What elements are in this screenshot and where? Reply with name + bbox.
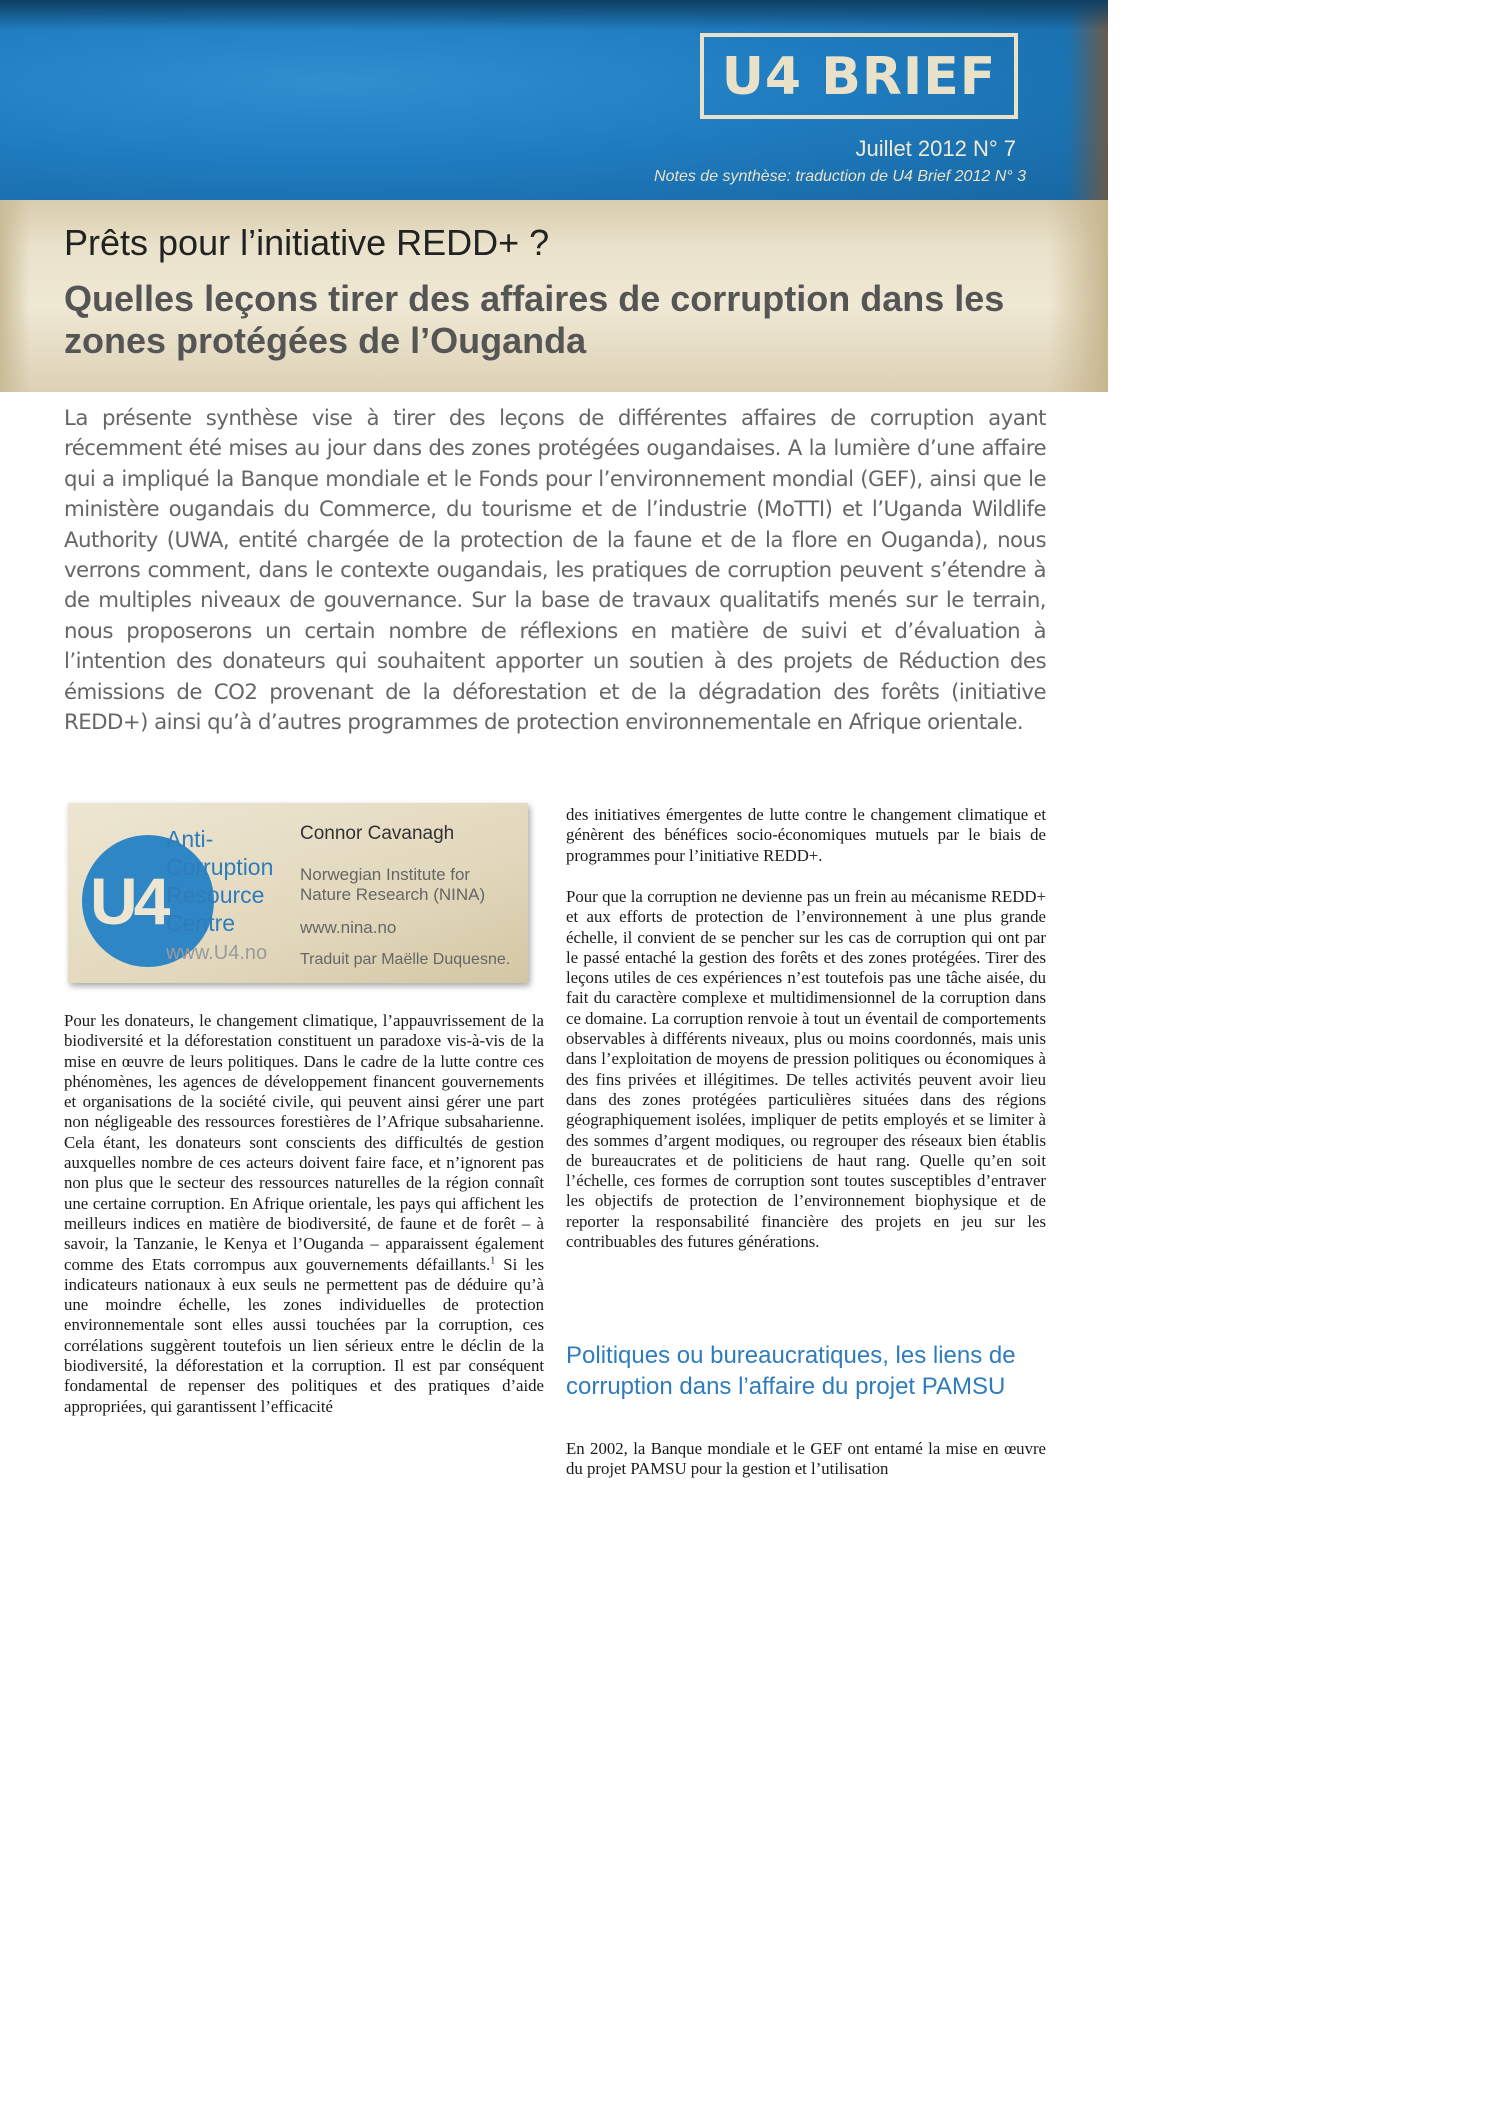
body-paragraph: Pour que la corruption ne devienne pas un frein au mécanisme REDD+ et aux efforts de protection de l’environnement à une plus grande échelle, il convient de se pencher sur les cas de corruption qui ont par le passé entaché la gestion des forêts et des zones protégées. Tirer des leçons utiles de ces expériences n’est toutefois pas une tâche aisée, du fait du caractère complexe et multidimensionnel de la corruption dans ce domaine. La corruption renvoie à tout un éventail de comportements observables à différents niveaux, plus ou moins coordonnés, mais unis dans l’exploitation de moyens de pression politiques ou économiques à des fins privées et illégitimes. De telles activités peuvent avoir lieu dans des zones protégées particulières situées dans des régions géographiquement isolées, impliquer de petits employés et se limiter à des sommes d’argent modiques, ou regrouper des réseaux bien établis de bureaucrates et de politiciens de haut rang. Quelle qu’en soit l’échelle, ces formes de corruption sont toutes susceptibles d’entraver les objectifs de protection de l’environnement biophysique et de reporter la responsabilité financière des projets en jeu sur les contribuables des futures générations. xyxy=(566,887,1046,1252)
centre-line: Resource xyxy=(166,882,265,908)
page-subtitle: Quelles leçons tirer des affaires de corruption dans les zones protégées de l’Ouganda xyxy=(64,278,1005,361)
author-card xyxy=(68,803,528,983)
header-band xyxy=(0,0,1108,205)
translator-credit: Traduit par Maëlle Duquesne. xyxy=(300,951,511,968)
author-name: Connor Cavanagh xyxy=(300,823,455,844)
body-left-column xyxy=(64,1011,544,1417)
body-text: Pour les donateurs, le changement climatique, l’appauvrissement de la biodiversité et la déforestation constituent un paradoxe vis-à-vis de la mise en œuvre de leurs politiques. Dans le cadre de la lutte contre ces phénomènes, les agences de développement financent gouvernements et organisations de la société civile, qui peuvent ainsi gérer une part non négligeable des ressources forestières de l’Afrique subsaharienne. Cela étant, les donateurs sont conscients des difficultés de gestion auxquelles nombre de ces acteurs doivent faire face, et n’ignorent pas non plus que le secteur des ressources naturelles de la région connaît une certaine corruption. En Afrique orientale, les pays qui affichent les meilleurs indices en matière de biodiversité, de faune et de forêt – à savoir, la Tanzanie, le Kenya et l’Ouganda – apparaissent également comme des Etats corrompus aux gouvernements défaillants. xyxy=(64,1011,544,1274)
centre-url[interactable]: www.U4.no xyxy=(166,942,268,964)
body-paragraph: En 2002, la Banque mondiale et le GEF ont entamé la mise en œuvre du projet PAMSU pour la gestion et l’utilisation xyxy=(566,1439,1046,1479)
brand-logo-box xyxy=(700,33,1018,119)
series-subtitle: Notes de synthèse: traduction de U4 Brief 2012 N° 3 xyxy=(654,168,1026,185)
body-text: Si les indicateurs nationaux à eux seuls ne permettent pas de déduire qu’à une moindre échelle, les zones individuelles de protection environnementale sont elles aussi touchées par la corruption, ces corrélations suggèrent toutefois un lien sérieux entre le déclin de la biodiversité, la déforestation et la corruption. Il est par conséquent fondamental de repenser des politiques et des pratiques d’aide appropriées, qui garantissent l’efficacité xyxy=(64,1254,544,1416)
page-title: Prêts pour l’initiative REDD+ ? xyxy=(64,222,550,263)
centre-line: Corruption xyxy=(166,854,274,880)
body-paragraph: des initiatives émergentes de lutte contre le changement climatique et génèrent des bénéfices socio-économiques mutuels par le biais de programmes pour l’initiative REDD+. xyxy=(566,805,1046,865)
section-heading: Politiques ou bureaucratiques, les liens de corruption dans l’affaire du projet PAMSU xyxy=(566,1342,1016,1400)
author-website[interactable]: www.nina.no xyxy=(300,918,397,937)
centre-line: Centre xyxy=(166,910,236,936)
author-institution: Norwegian Institute for Nature Research (NINA) xyxy=(300,865,486,904)
lead-paragraph: La présente synthèse vise à tirer des leçons de différentes affaires de corruption ayant récemment été mises au jour dans des zones protégées ougandaises. A la lumière d’une affaire qui a impliqué la Banque mondiale et le Fonds pour l’environnement mondial (GEF), ainsi que le ministère ougandais du Commerce, du tourisme et de l’industrie (MoTTI) et l’Uganda Wildlife Authority (UWA, entité chargée de la protection de la faune et de la flore en Ouganda), nous verrons comment, dans le contexte ougandais, les pratiques de corruption peuvent s’étendre à de multiples niveaux de gouvernance. Sur la base de travaux qualitatifs menés sur le terrain, nous proposerons un certain nombre de réflexions en matière de suivi et d’évaluation à l’intention des donateurs qui souhaitent apporter un soutien à des projets de Réduction des émissions de CO2 provenant de la déforestation et de la dégradation des forêts (initiative REDD+) ainsi qu’à d’autres programmes de protection environnementale en Afrique orientale. xyxy=(64,406,1046,736)
brand-logo: U4 BRIEF xyxy=(721,47,997,107)
issue-number: Juillet 2012 N° 7 xyxy=(855,136,1016,161)
u4-logo-mark: U4 xyxy=(90,864,167,938)
body-paragraph xyxy=(64,1011,544,1417)
centre-name xyxy=(166,825,273,937)
header-edge xyxy=(1068,0,1108,205)
footnote-ref[interactable]: 1 xyxy=(490,1254,496,1266)
centre-line: Anti- xyxy=(166,826,214,852)
